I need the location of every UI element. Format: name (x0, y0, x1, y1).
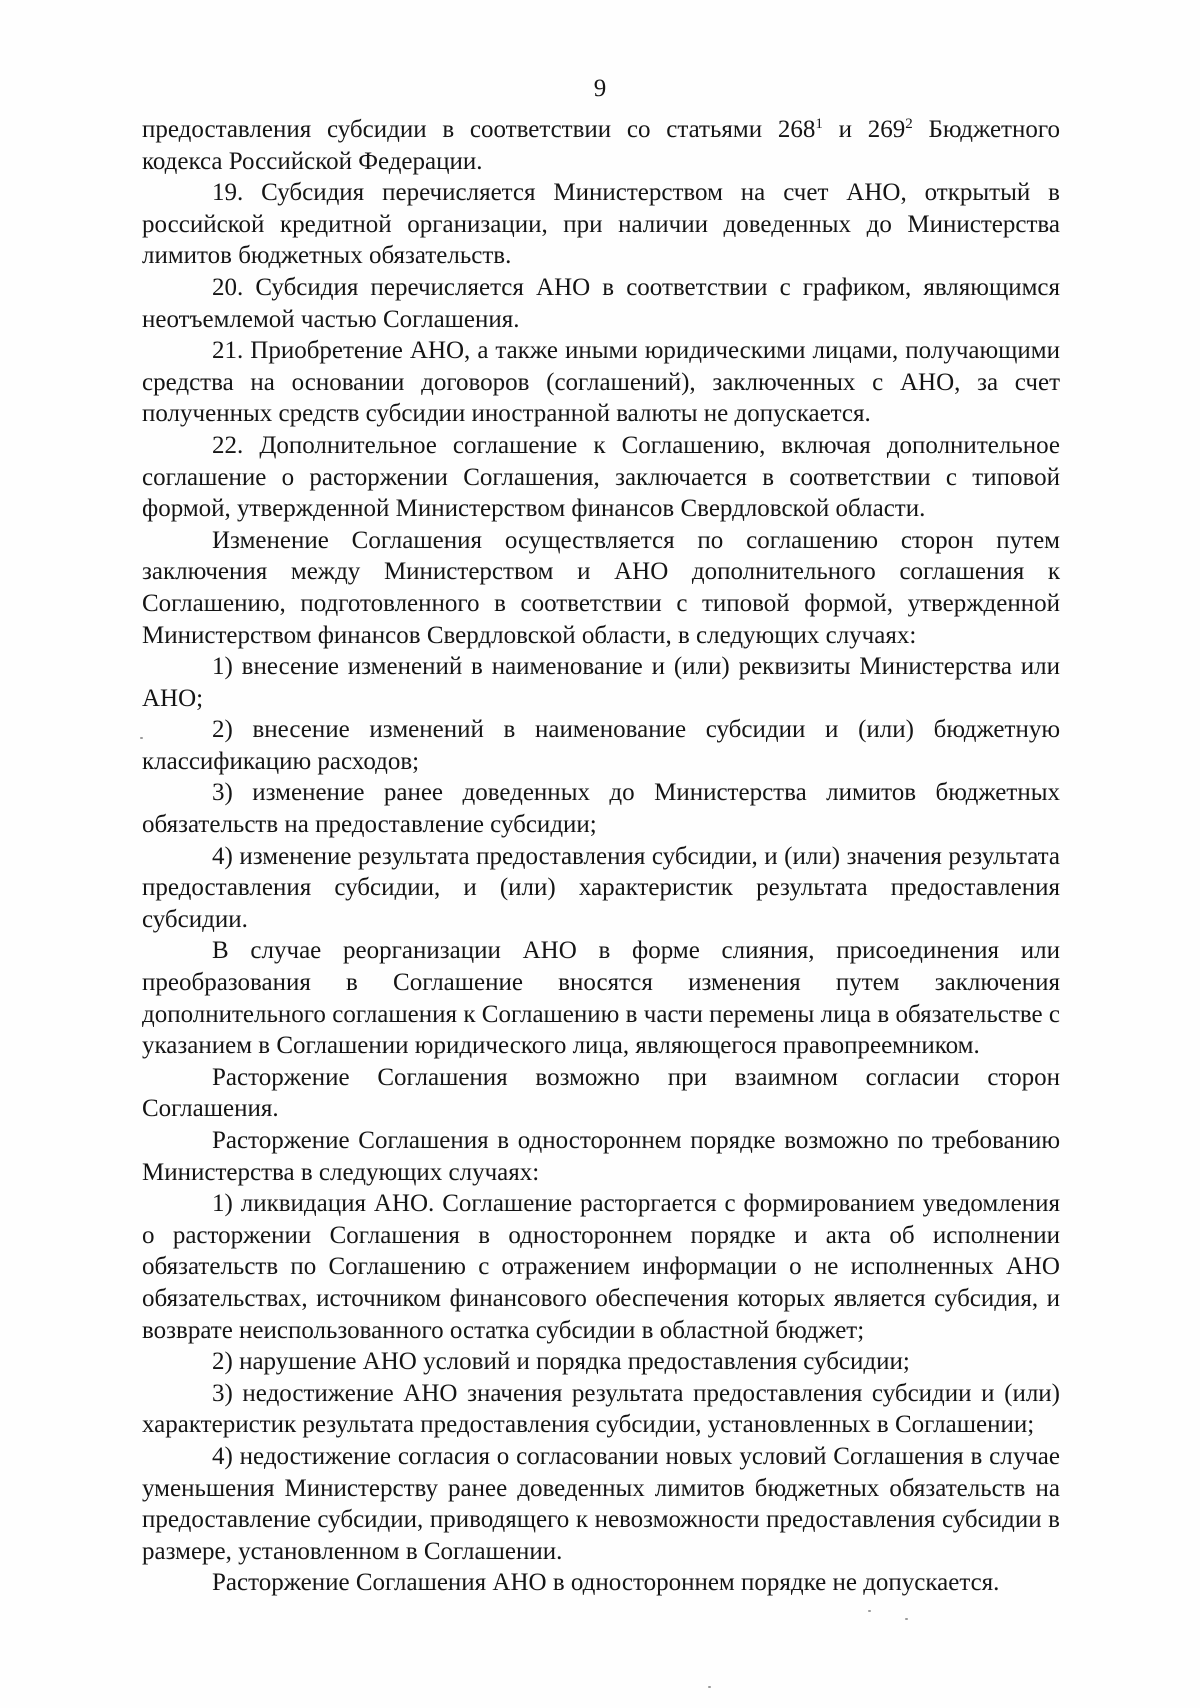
paragraph-mutual-termination: Расторжение Соглашения возможно при взаимном согласии сторон Соглашения. (142, 1063, 1060, 1123)
paragraph-reorganization: В случае реорганизации АНО в форме слияния, присоединения или преобразования в Соглашение вносятся изменения путем заключения дополнительного соглашения к Соглашению в части перемены лица в обязательстве с указанием в Соглашении юридического лица, являющегося правопреемником. (142, 937, 1060, 1060)
paragraph-change-case-4: 4) изменение результата предоставления субсидии, и (или) значения результата предоставления субсидии, и (или) характеристик результата предоставления субсидии. (142, 842, 1060, 933)
superscript: 1 (815, 116, 823, 132)
page-number: 9 (593, 75, 607, 102)
paragraph-termination-case-1: 1) ликвидация АНО. Соглашение расторгается с формированием уведомления о расторжении Соглашения в одностороннем порядке и акта об исполнении обязательств по Соглашению с отражением информации о не исполненных АНО обязательствах, источником финансового обеспечения которых является субсидия, и возврате неиспользованного остатка субсидии в областной бюджет; (142, 1190, 1060, 1344)
paragraph-ano-termination-prohibited: Расторжение Соглашения АНО в одностороннем порядке не допускается. (212, 1569, 1000, 1597)
scan-speck (905, 1618, 908, 1620)
paragraph-termination-case-4: 4) недостижение согласия о согласовании новых условий Соглашения в случае уменьшения Министерству ранее доведенных лимитов бюджетных обязательств на предоставление субсидии, приводящего к невозможности предоставления субсидии в размере, установленном в Соглашении. (142, 1442, 1060, 1565)
paragraph-item-20: 20. Субсидия перечисляется АНО в соответствии с графиком, являющимся неотъемлемой частью Соглашения. (142, 273, 1060, 333)
superscript: 2 (905, 116, 913, 132)
paragraph-agreement-change: Изменение Соглашения осуществляется по соглашению сторон путем заключения между Министерством и АНО дополнительного соглашения к Соглашению, подготовленного в соответствии с типовой формой, утвержденной Министерством финансов Свердловской области, в следующих случаях: (142, 526, 1060, 649)
paragraph-termination-case-3: 3) недостижение АНО значения результата предоставления субсидии и (или) характеристик результата предоставления субсидии, установленных в Соглашении; (142, 1379, 1060, 1439)
text-fragment: и 269 (822, 116, 906, 143)
paragraph-item-22: 22. Дополнительное соглашение к Соглашению, включая дополнительное соглашение о расторжении Соглашения, заключается в соответствии с типовой формой, утвержденной Министерством финансов Свердловской области. (142, 431, 1060, 523)
paragraph-change-case-1: 1) внесение изменений в наименование и (или) реквизиты Министерства или АНО; (142, 653, 1060, 712)
paragraph-item-19: 19. Субсидия перечисляется Министерством на счет АНО, открытый в российской кредитной организации, при наличии доведенных до Министерства лимитов бюджетных обязательств. (142, 179, 1060, 270)
paragraph-unilateral-termination: Расторжение Соглашения в одностороннем порядке возможно по требованию Министерства в следующих случаях: (142, 1127, 1060, 1186)
paragraph-change-case-3: 3) изменение ранее доведенных до Министерства лимитов бюджетных обязательств на предоставление субсидии; (142, 779, 1060, 839)
paragraph-termination-case-2: 2) нарушение АНО условий и порядка предоставления субсидии; (212, 1348, 910, 1376)
text-fragment: предоставления субсидии в соответствии со статьями 268 (142, 116, 816, 143)
scan-speck (708, 1686, 711, 1688)
document-body (142, 114, 1060, 1599)
paragraph-budget-code-reference (142, 114, 1060, 177)
paragraph-change-case-2: 2) внесение изменений в наименование субсидии и (или) бюджетную классификацию расходов; (142, 716, 1060, 775)
scan-speck (868, 1610, 871, 1612)
scan-speck (140, 737, 143, 739)
text-fragment: Бюджетного кодекса Российской Федерации. (142, 116, 1060, 175)
paragraph-item-21: 21. Приобретение АНО, а также иными юридическими лицами, получающими средства на основании договоров (соглашений), заключенных с АНО, за счет полученных средств субсидии иностранной валюты не допускается. (142, 337, 1060, 428)
